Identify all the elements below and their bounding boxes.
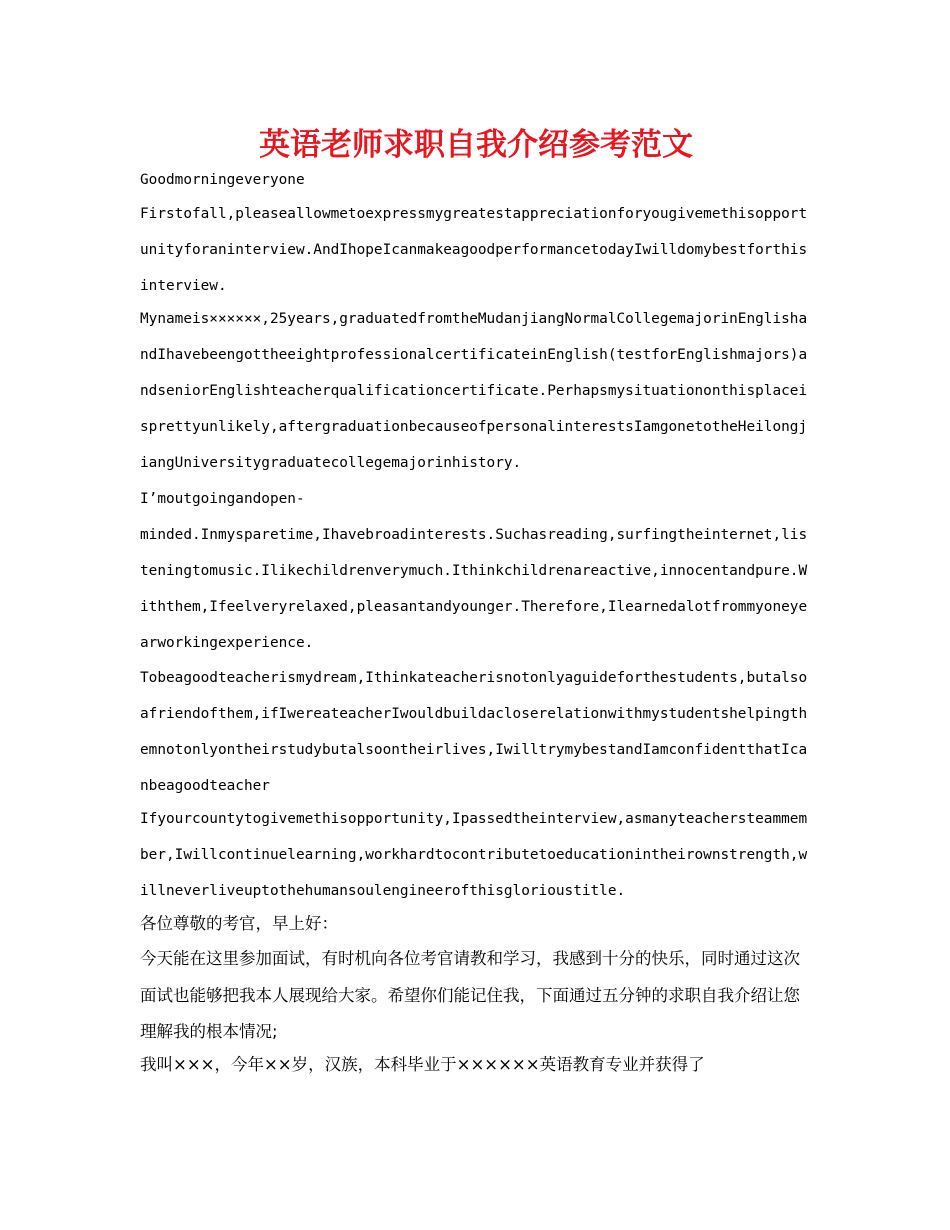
chinese-paragraph-2-block <box>140 1047 812 1084</box>
chinese-greeting-block <box>140 906 812 943</box>
chinese-paragraph-2: 我叫×××，今年××岁，汉族，本科毕业于××××××英语教育专业并获得了 <box>140 1055 705 1074</box>
english-paragraph-3b-block <box>140 517 812 661</box>
english-paragraph-1: Firstofall,pleaseallowmetoexpressmygreatestappreciationforyougivemethisopportunityforaninterview.AndIhopeIcanmakeagoodperformancetodayIwilldomybestforthisinterview. <box>140 206 808 294</box>
english-paragraph-4-block <box>140 660 812 804</box>
english-paragraph-2-block <box>140 301 812 481</box>
chinese-greeting: 各位尊敬的考官，早上好： <box>140 914 338 933</box>
english-paragraph-1-block <box>140 196 812 304</box>
english-paragraph-5-block <box>140 801 812 909</box>
english-paragraph-3a: I’moutgoingandopen- <box>140 491 305 507</box>
english-greeting: Goodmorningeveryone <box>140 172 305 188</box>
english-greeting-block <box>140 162 812 198</box>
english-paragraph-3b: minded.Inmysparetime,Ihavebroadinterests.Suchasreading,surfingtheinternet,listeningtomusic.Ilikechildrenverymuch.Ithinkchildrenareactive,innocentandpure.Withthem,Ifeelveryrelaxed,pleasantandyounger.Therefore,Ilearnedalotfrommyoneyearworkingexperience. <box>140 527 808 651</box>
document-title: 英语老师求职自我介绍参考范文 <box>259 127 693 163</box>
english-paragraph-3a-block <box>140 481 812 517</box>
english-paragraph-4: Tobeagoodteacherismydream,Ithinkateacherisnotonlyaguideforthestudents,butalsoafriendofthem,ifIwereateacherIwouldbuildacloserelationwithmystudentshelpingthemnotonlyontheirstudybutalsoontheirlives,IwilltrymybestandIamconfidentthatIcanbeagoodteacher <box>140 670 808 794</box>
chinese-paragraph-1: 今天能在这里参加面试，有时机向各位考官请教和学习，我感到十分的快乐，同时通过这次面试也能够把我本人展现给大家。希望你们能记住我，下面通过五分钟的求职自我介绍让您理解我的根本情况; <box>140 949 800 1041</box>
english-paragraph-5: Ifyourcountytogivemethisopportunity,Ipassedtheinterview,asmanyteachersteammember,Iwillcontinuelearning,workhardtocontributetoeducationintheirownstrength,willneverliveuptothehumansoulengineerofthisglorioustitle. <box>140 811 808 899</box>
chinese-paragraph-1-block <box>140 941 812 1051</box>
english-paragraph-2: Mynameis××××××,25years,graduatedfromtheMudanjiangNormalCollegemajorinEnglishandIhavebeengottheeightprofessionalcertificateinEnglish(testforEnglishmajors)andseniorEnglishteacherqualificationcertificate.Perhapsmysituationonthisplaceisprettyunlikely,aftergraduationbecauseofpersonalinterestsIamgonetotheHeilongjiangUniversitygraduatecollegemajorinhistory. <box>140 311 808 471</box>
